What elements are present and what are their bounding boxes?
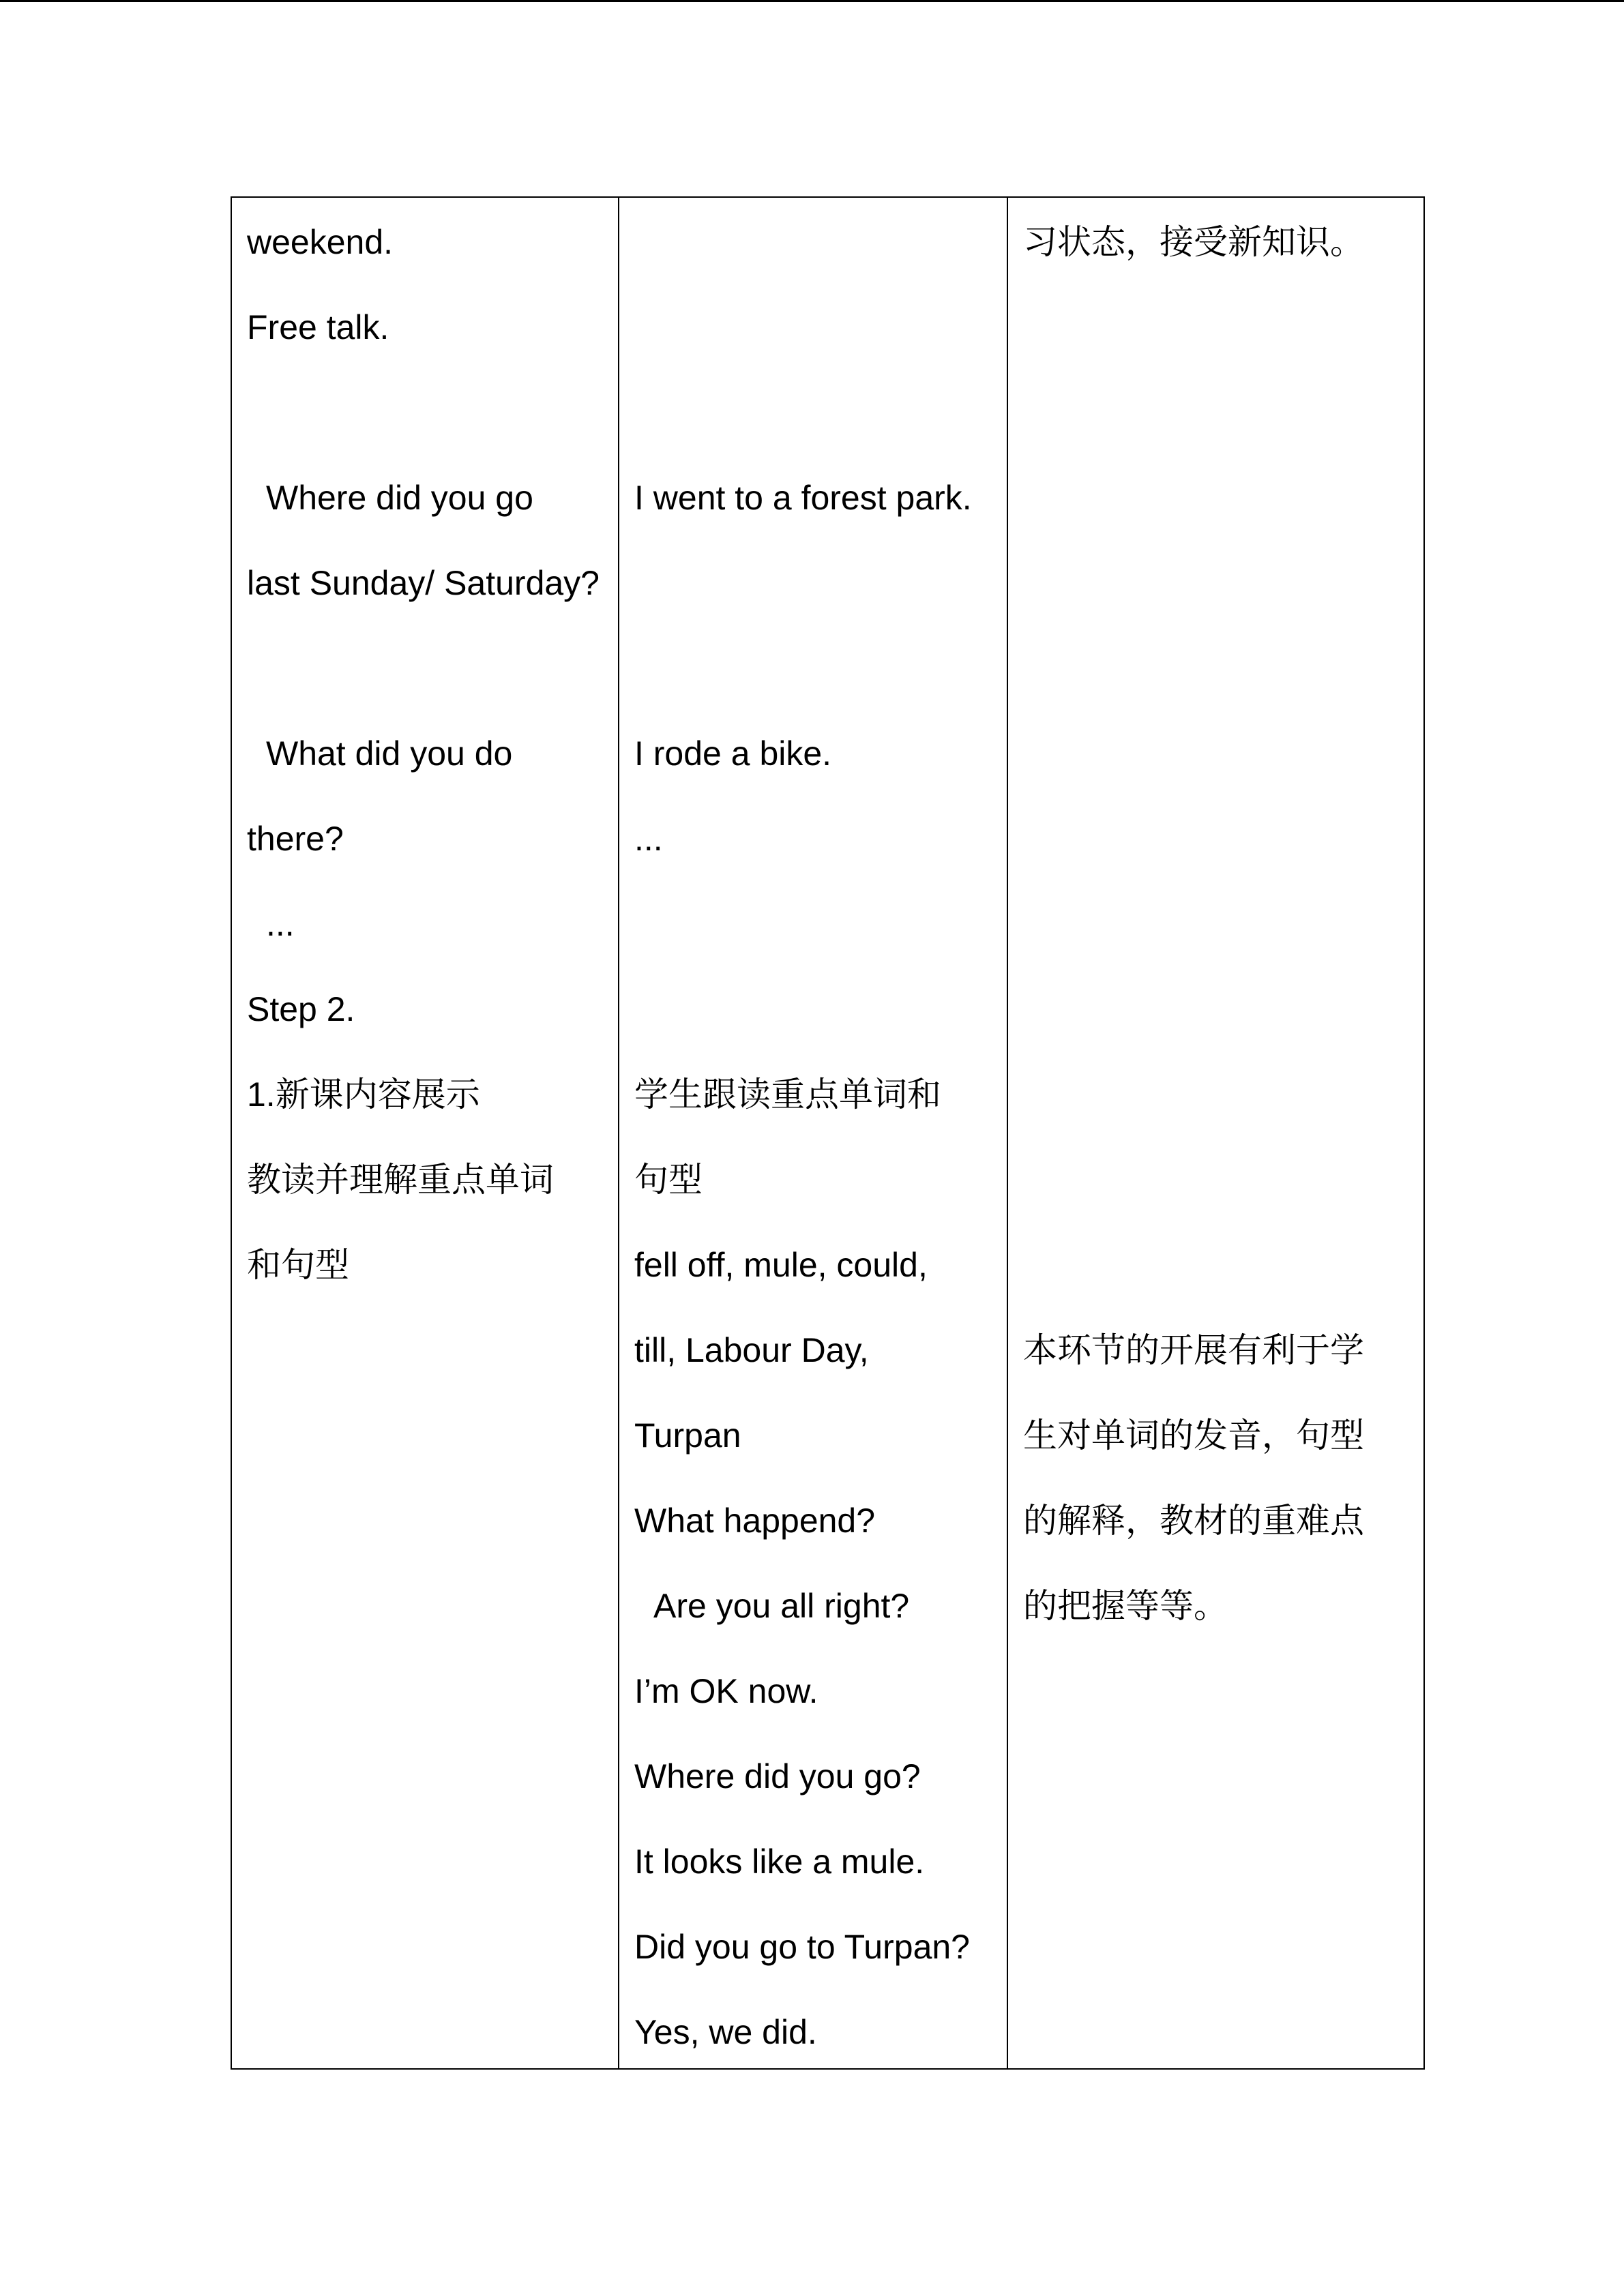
sentence-go-to-turpan: Did you go to Turpan? (634, 1928, 970, 1966)
sentence-ok-now: I’m OK now. (634, 1672, 818, 1710)
teacher-activity-column (232, 198, 619, 2068)
key-words-line3: Turpan (634, 1416, 741, 1455)
follow-read-line2: 句型 (634, 1161, 703, 1199)
key-words-line1: fell off, mule, could, (634, 1246, 928, 1284)
step-2-heading: Step 2. (247, 990, 355, 1028)
answer-forest-park: I went to a forest park. (634, 479, 972, 517)
text-free-talk: Free talk. (247, 308, 389, 346)
question-what-line2: there? (247, 820, 344, 858)
follow-read-line1: 学生跟读重点单词和 (634, 1075, 941, 1114)
teach-words-line1: 教读并理解重点单词 (247, 1161, 554, 1199)
student-activity-column (619, 198, 1008, 2068)
answer-rode-bike: I rode a bike. (634, 734, 832, 773)
sentence-what-happend: What happend? (634, 1502, 876, 1540)
key-words-line2: till, Labour Day, (634, 1331, 869, 1369)
question-what-line1: What did you do (266, 734, 513, 773)
new-lesson-title: 1.新课内容展示 (247, 1075, 480, 1114)
sentence-all-right: Are you all right? (653, 1587, 910, 1625)
question-where-line2: last Sunday/ Saturday? (247, 564, 600, 602)
design-intent-column (1008, 198, 1423, 2068)
intent-line-3: 的解释，教材的重难点 (1023, 1502, 1364, 1540)
sentence-looks-like-mule: It looks like a mule. (634, 1843, 925, 1881)
sentence-where-go: Where did you go? (634, 1757, 921, 1795)
intent-line-0: 习状态，接受新知识。 (1023, 223, 1364, 261)
question-where-line1: Where did you go (266, 479, 533, 517)
intent-line-1: 本环节的开展有利于学 (1023, 1331, 1364, 1369)
intent-line-2: 生对单词的发音，句型 (1023, 1416, 1364, 1455)
teach-words-line2: 和句型 (247, 1246, 349, 1284)
text-weekend: weekend. (247, 223, 394, 261)
lesson-plan-table (231, 196, 1425, 2070)
text-ellipsis: ... (266, 905, 295, 943)
text-ellipsis: ... (634, 820, 663, 858)
page-top-border (0, 0, 1624, 2)
sentence-yes-we-did: Yes, we did. (634, 2013, 817, 2051)
intent-line-4: 的把握等等。 (1023, 1587, 1228, 1625)
